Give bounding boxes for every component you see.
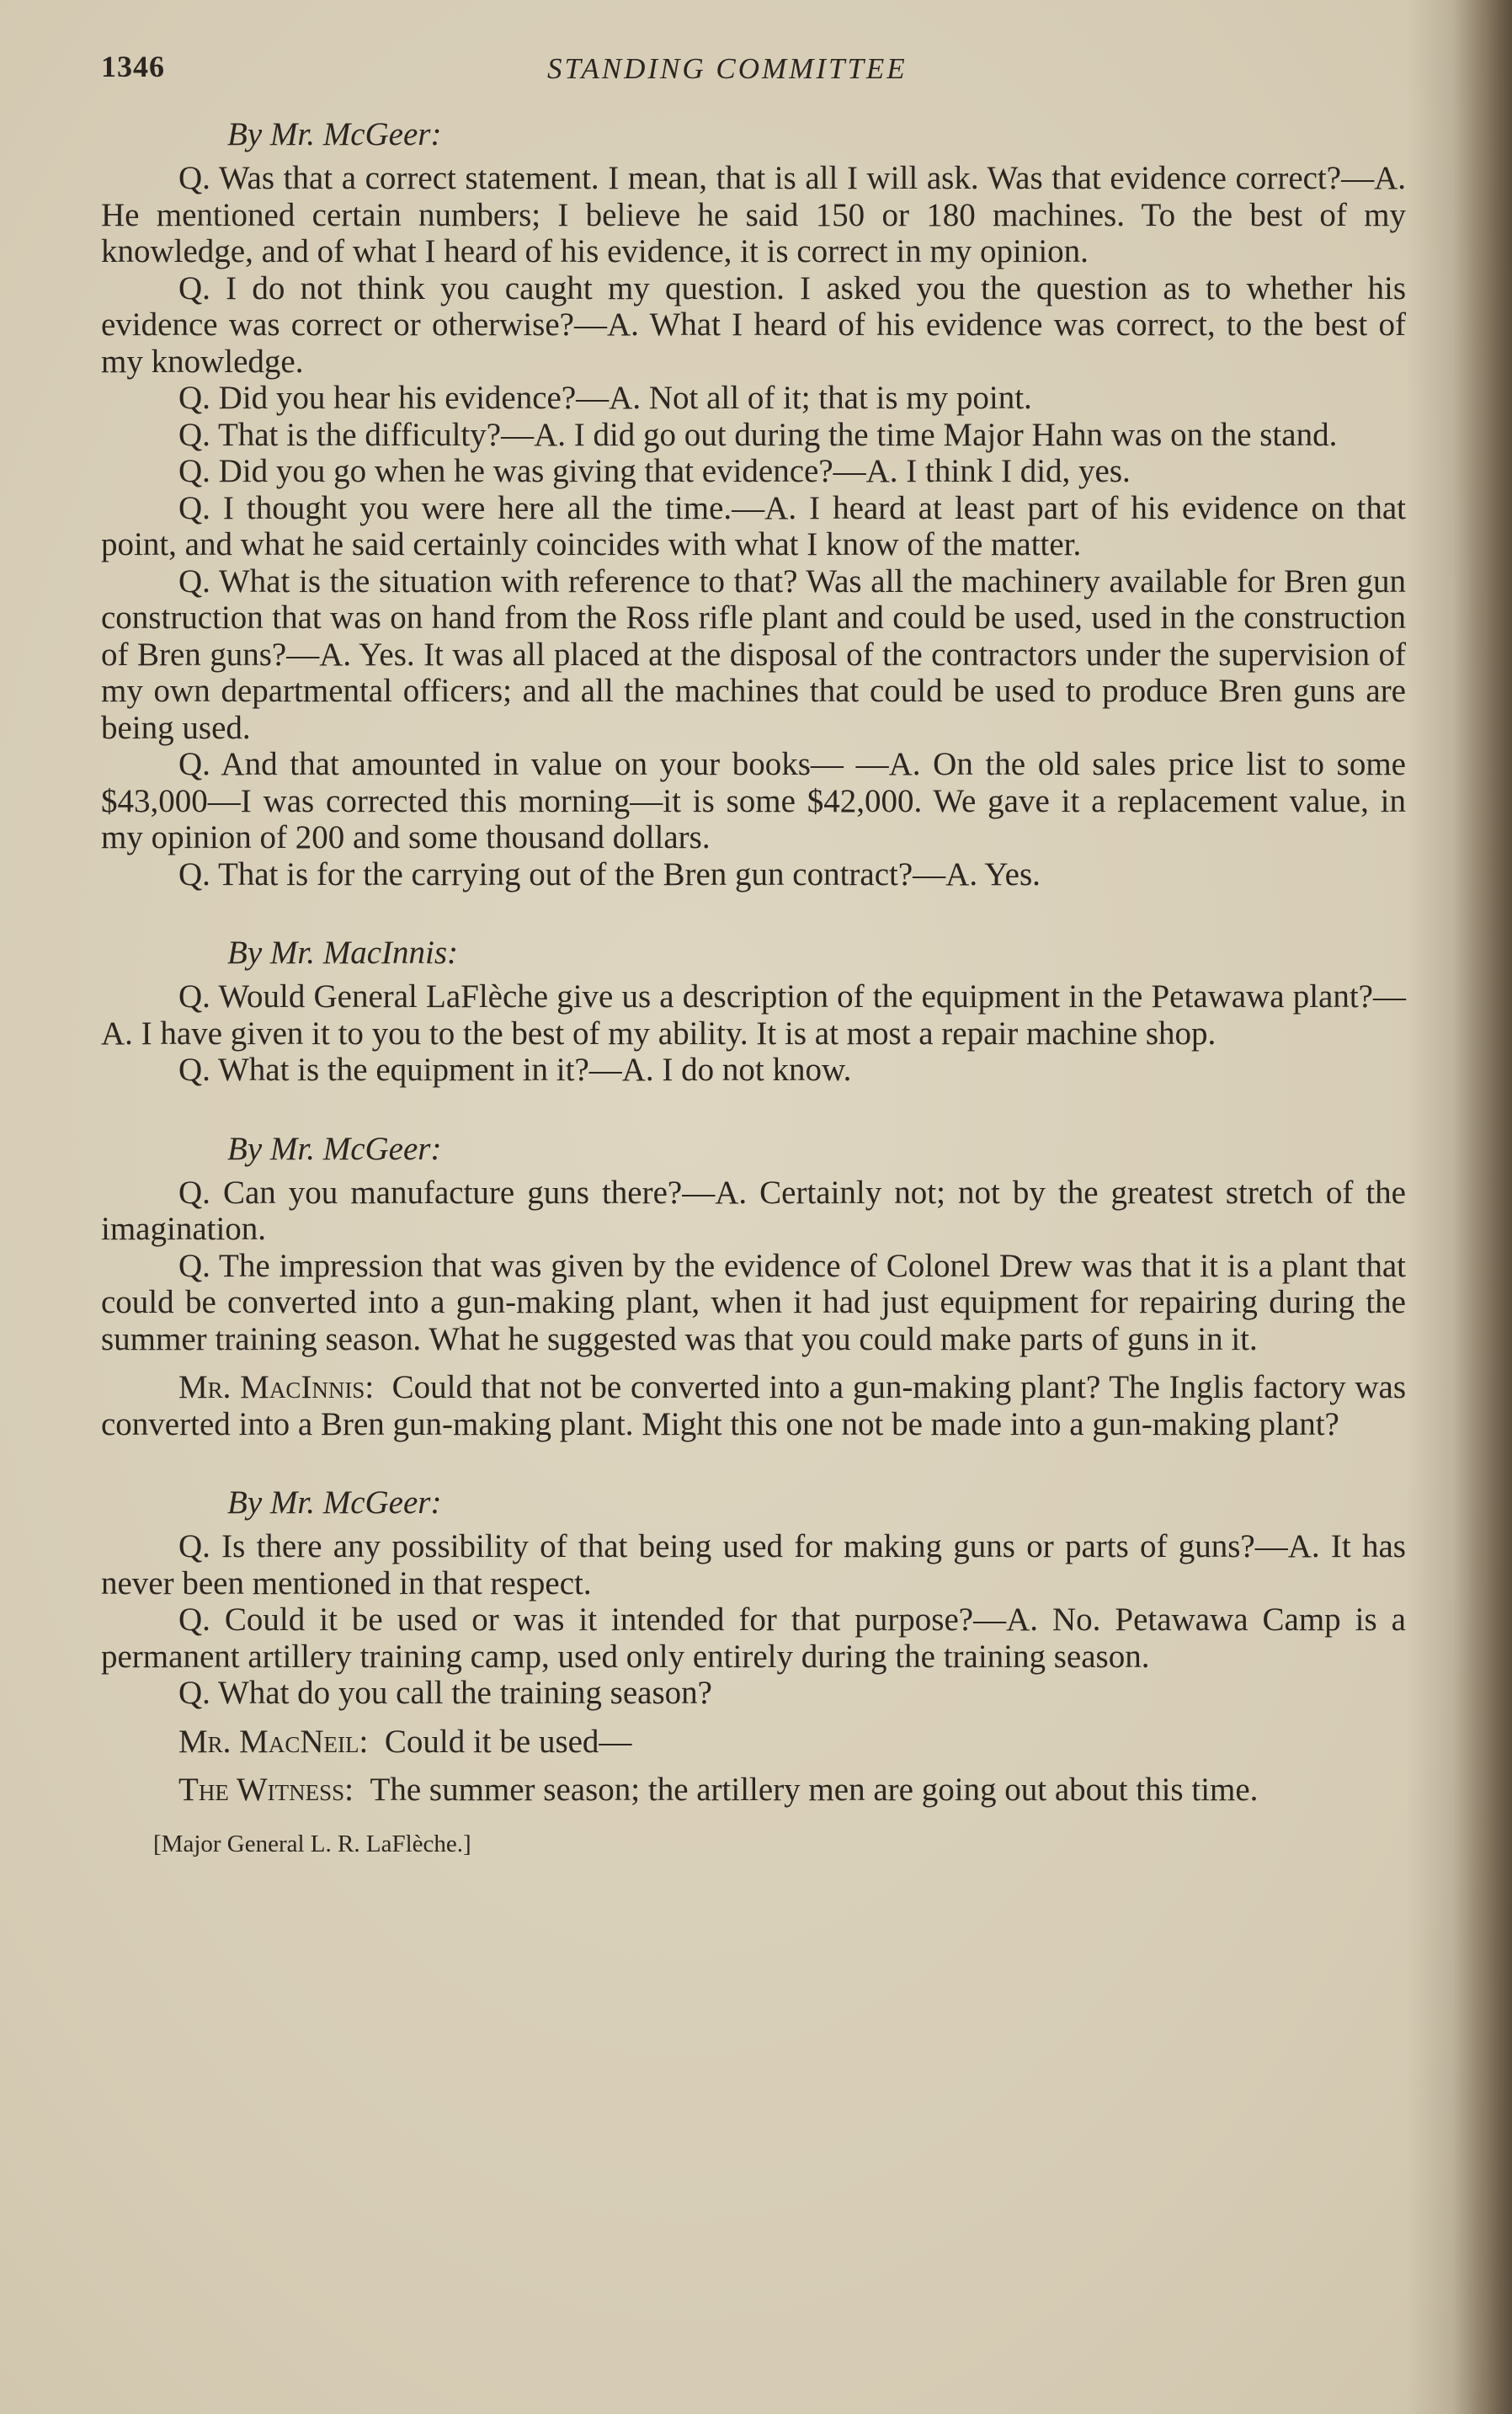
examiner-heading: By Mr. McGeer: xyxy=(227,116,442,152)
speaker-statement xyxy=(101,1724,1406,1761)
question-answer-paragraph: Q. The impression that was given by the evidence of Colonel Drew was that it is a plant that could be converted into a gun-making plant, when it had just equipment for repairing during the summer training season. What he suggested was that you could make parts of guns in it. xyxy=(101,1247,1406,1357)
question-answer-paragraph: Q. Did you go when he was giving that evidence?—A. I think I did, yes. xyxy=(178,453,1131,489)
question-answer-paragraph: Q. What is the situation with reference to that? Was all the machinery available for Bren gun construction that was on hand from the Ross rifle plant and could be used, used in the construction of Bren guns?—A. Yes. It was all placed at the disposal of the contractors under the supervision of my own departmental officers; and all the machines that could be used to produce Bren guns are being used. xyxy=(101,562,1406,746)
binding-shadow xyxy=(1453,0,1512,2414)
question-answer-paragraph: Q. That is for the carrying out of the Bren gun contract?—A. Yes. xyxy=(178,855,1041,893)
statement-text: Could it be used— xyxy=(384,1723,632,1760)
question-answer-paragraph: Q. Could it be used or was it intended for that purpose?—A. No. Petawawa Camp is a permanent artillery training camp, used only entirely during the training season. xyxy=(101,1601,1406,1675)
running-head: STANDING COMMITTEE xyxy=(547,52,908,85)
question-answer-paragraph: Q. Did you hear his evidence?—A. Not all of it; that is my point. xyxy=(178,380,1032,416)
transcript-body xyxy=(101,116,1406,1861)
question-answer-paragraph: Q. That is the difficulty?—A. I did go out during the time Major Hahn was on the stand. xyxy=(178,416,1338,453)
examiner-heading: By Mr. McGeer: xyxy=(227,1484,442,1521)
statement-text: The summer season; the artillery men are going out about this time. xyxy=(370,1772,1259,1808)
speaker-statement xyxy=(101,1369,1406,1442)
examiner-heading: By Mr. McGeer: xyxy=(227,1130,442,1167)
statement-speaker: Mr. MacInnis: xyxy=(178,1369,375,1405)
question-answer-paragraph: Q. Was that a correct statement. I mean, that is all I will ask. Was that evidence correct?—A. He mentioned certain numbers; I believe he said 150 or 180 machines. To the best of my knowledge, and of what I heard of his evidence, it is correct in my opinion. xyxy=(101,160,1406,269)
examiner-heading: By Mr. MacInnis: xyxy=(227,935,459,971)
statement-speaker: Mr. MacNeil: xyxy=(178,1723,369,1760)
statement-text: Could that not be converted into a gun-making plant? The Inglis factory was converted into a Bren gun-making plant. Might this one not be made into a gun-making plant? xyxy=(101,1369,1406,1442)
question-answer-paragraph: Q. And that amounted in value on your books— —A. On the old sales price list to some $43,000—I was corrected this morning—it is some $42,000. We gave it a replacement value, in my opinion of 200 and some thousand dollars. xyxy=(101,746,1406,855)
question-answer-paragraph: Q. Would General LaFlèche give us a description of the equipment in the Petawawa plant?—A. I have given it to you to the best of my ability. It is at most a repair machine shop. xyxy=(101,978,1406,1052)
witness-footer-note: [Major General L. R. LaFlèche.] xyxy=(153,1830,471,1857)
question-answer-paragraph: Q. Can you manufacture guns there?—A. Certainly not; not by the greatest stretch of the imagination. xyxy=(101,1174,1406,1247)
question-answer-paragraph: Q. I do not think you caught my question. I asked you the question as to whether his evidence was correct or otherwise?—A. What I heard of his evidence was correct, to the best of my knowledge. xyxy=(101,269,1406,380)
page-number: 1346 xyxy=(101,50,165,83)
question-answer-paragraph: Q. What do you call the training season? xyxy=(178,1675,712,1711)
page-header xyxy=(101,49,1406,91)
statement-speaker: The Witness: xyxy=(178,1772,354,1808)
speaker-statement xyxy=(101,1772,1406,1809)
question-answer-paragraph: Q. Is there any possibility of that being used for making guns or parts of guns?—A. It has never been mentioned in that respect. xyxy=(101,1528,1406,1601)
question-answer-paragraph: Q. What is the equipment in it?—A. I do not know. xyxy=(178,1052,852,1088)
question-answer-paragraph: Q. I thought you were here all the time.—A. I heard at least part of his evidence on that point, and what he said certainly coincides with what I know of the matter. xyxy=(101,489,1406,562)
